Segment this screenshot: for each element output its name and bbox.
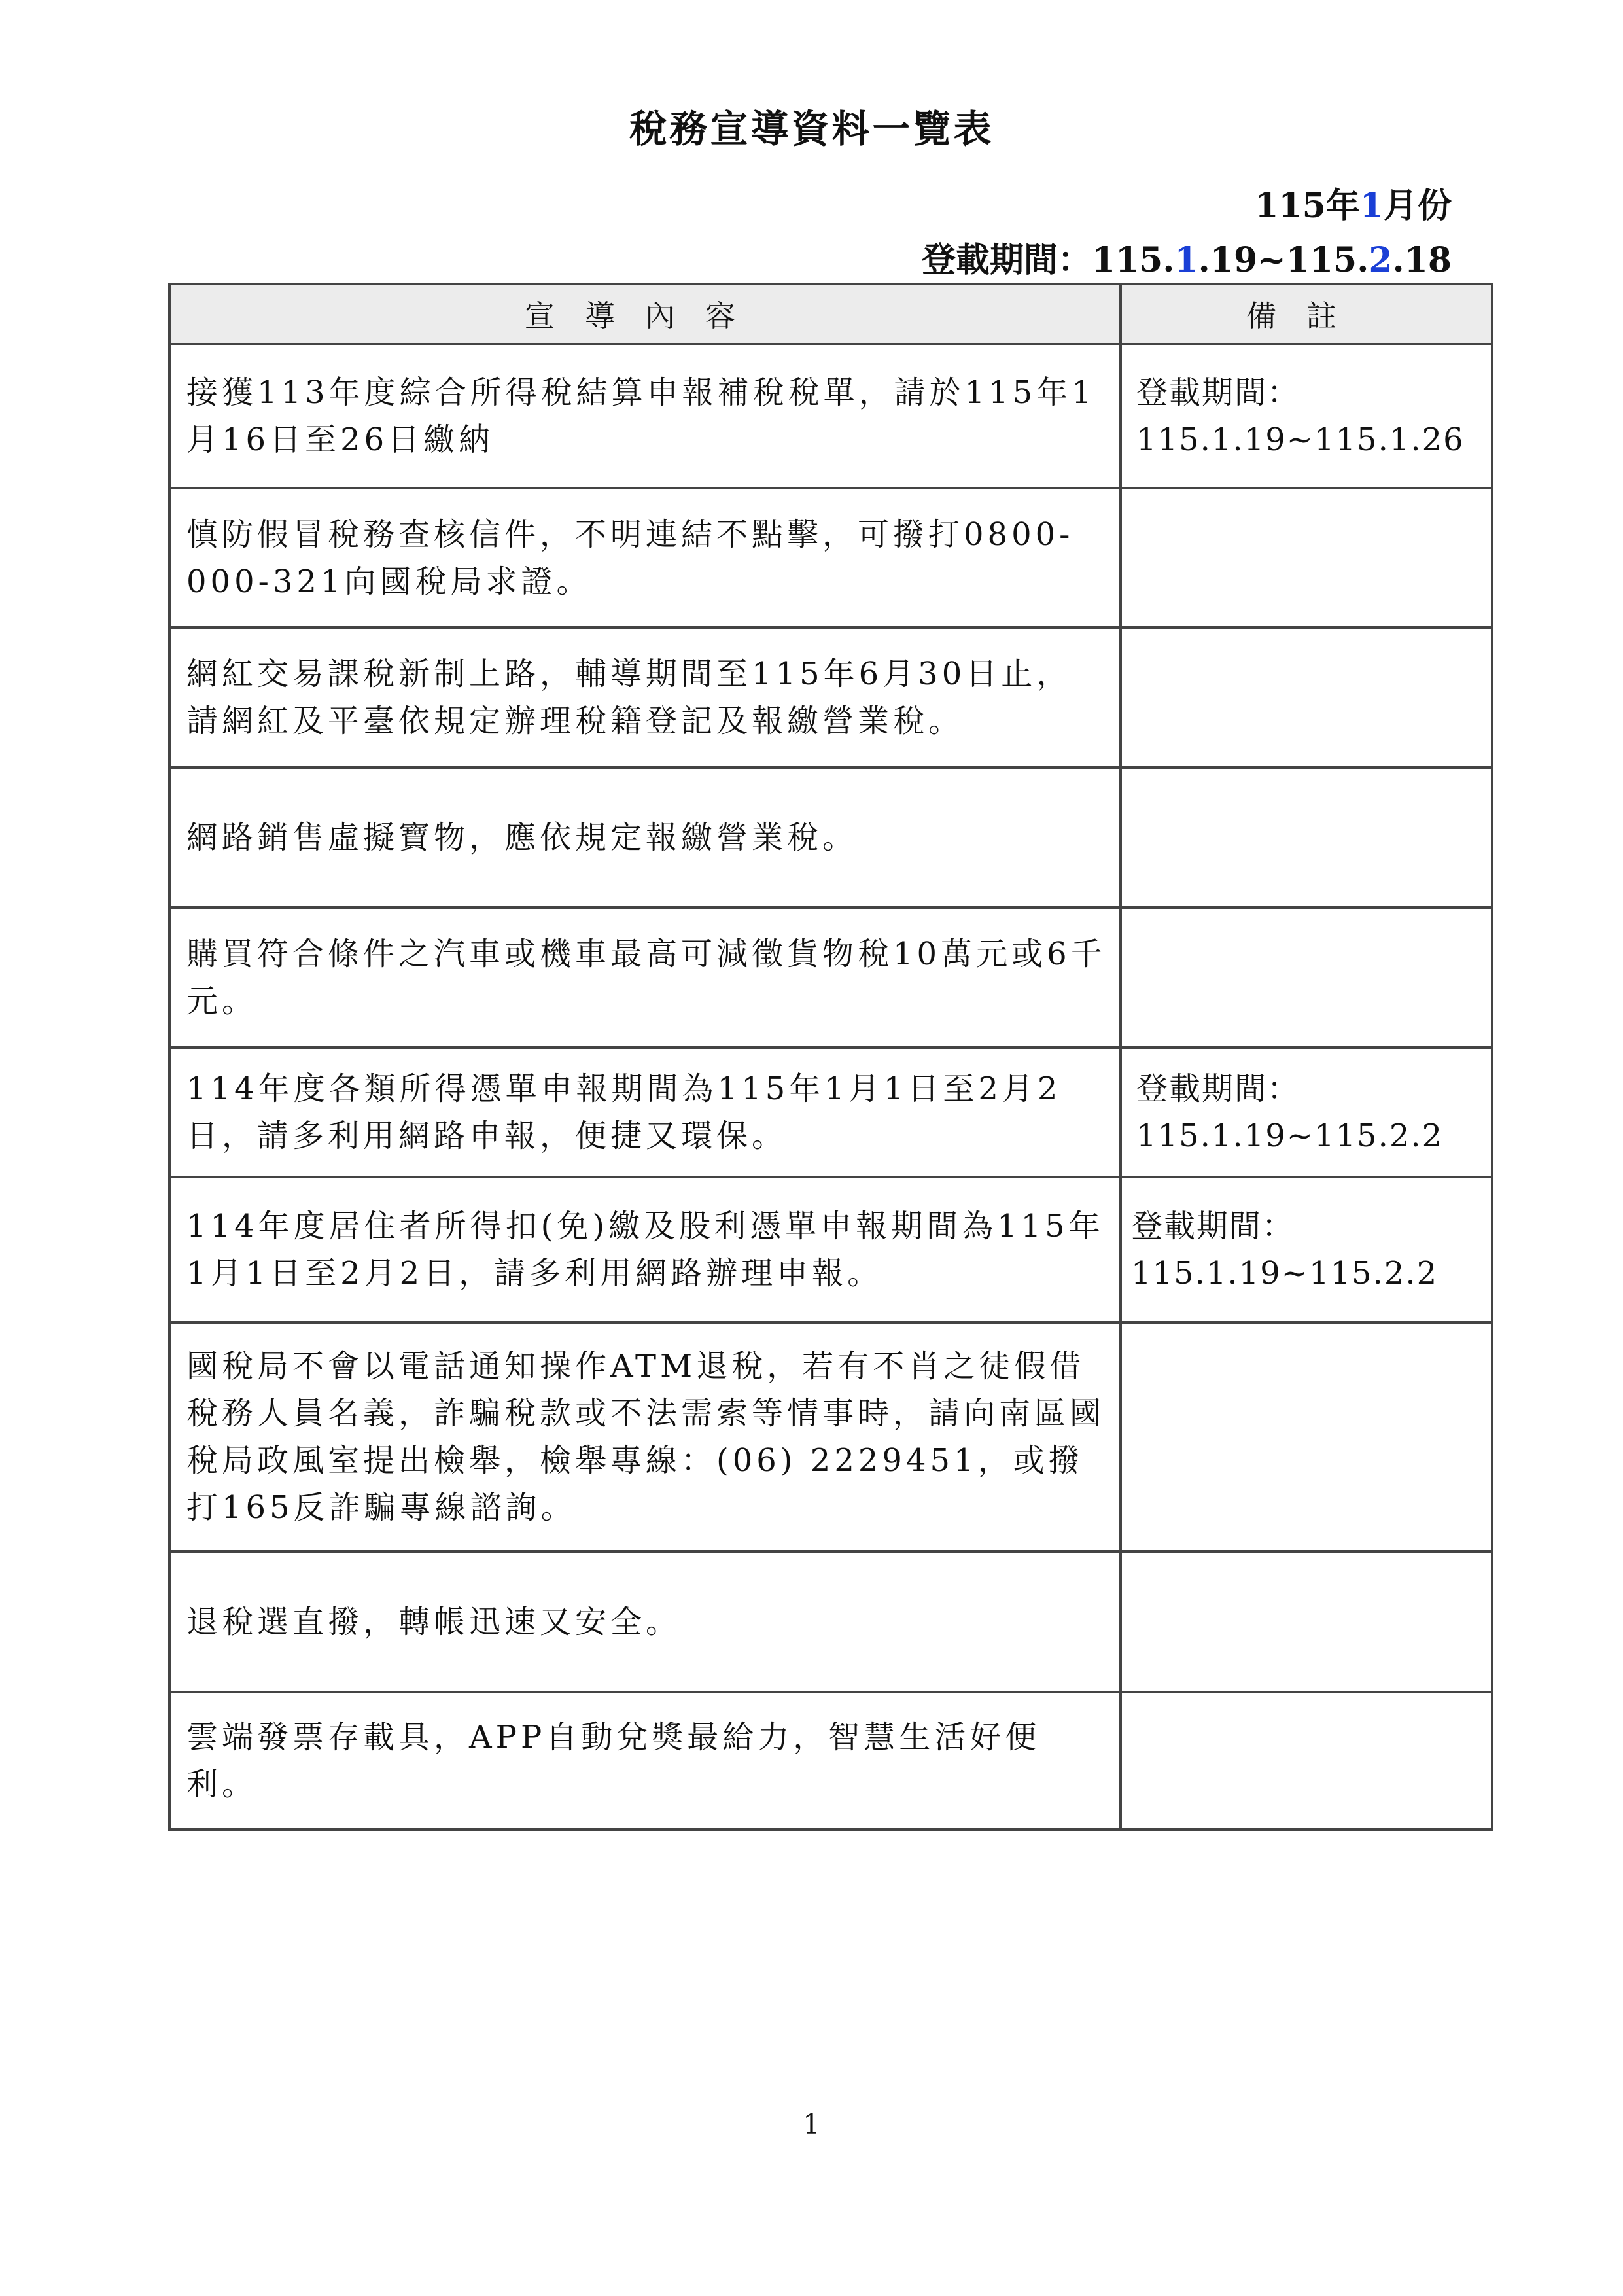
table-row bbox=[169, 908, 1492, 1048]
period-end: .18 bbox=[1392, 240, 1452, 280]
table-row bbox=[169, 1322, 1492, 1551]
header-content: 宣導內容 bbox=[169, 284, 1121, 344]
table-row bbox=[169, 1551, 1492, 1692]
table-row bbox=[169, 488, 1492, 627]
table-row bbox=[169, 344, 1492, 488]
table-row bbox=[169, 768, 1492, 908]
page-number: 1 bbox=[803, 2108, 820, 2140]
row-note bbox=[1121, 1048, 1492, 1177]
month-highlight: 1 bbox=[1359, 186, 1384, 226]
row-content: 國稅局不會以電話通知操作ATM退稅，若有不肖之徒假借稅務人員名義，詐騙稅款或不法需索等情事時，請向南區國稅局政風室提出檢舉，檢舉專線：(06) 2229451，或撥打165反詐騙專線諮詢。 bbox=[169, 1322, 1121, 1551]
header-note: 備註 bbox=[1121, 284, 1492, 344]
table-row bbox=[169, 1692, 1492, 1829]
month-prefix: 115年 bbox=[1255, 186, 1360, 226]
posting-period bbox=[922, 232, 1452, 281]
row-note bbox=[1121, 908, 1492, 1048]
row-content: 接獲113年度綜合所得稅結算申報補稅稅單，請於115年1月16日至26日繳納 bbox=[169, 344, 1121, 488]
row-note bbox=[1121, 488, 1492, 627]
month-suffix: 月份 bbox=[1383, 186, 1452, 226]
table-row bbox=[169, 1177, 1492, 1322]
row-note bbox=[1121, 1692, 1492, 1829]
table-header-row bbox=[169, 284, 1492, 344]
table-row bbox=[169, 1048, 1492, 1177]
row-content: 網紅交易課稅新制上路，輔導期間至115年6月30日止，請網紅及平臺依規定辦理稅籍登記及報繳營業稅。 bbox=[169, 627, 1121, 768]
row-content: 114年度各類所得憑單申報期間為115年1月1日至2月2日，請多利用網路申報，便捷又環保。 bbox=[169, 1048, 1121, 1177]
period-highlight-1: 1 bbox=[1174, 240, 1198, 280]
note-label: 登載期間： bbox=[1136, 374, 1300, 411]
period-middle: .19~115. bbox=[1198, 240, 1369, 280]
note-label: 登載期間： bbox=[1131, 1208, 1295, 1245]
period-label: 登載期間：115. bbox=[921, 240, 1175, 280]
note-value: 115.1.19~115.1.26 bbox=[1136, 421, 1465, 458]
period-highlight-2: 2 bbox=[1369, 240, 1393, 280]
row-content: 雲端發票存載具，APP自動兌獎最給力，智慧生活好便利。 bbox=[169, 1692, 1121, 1829]
table-row bbox=[169, 627, 1492, 768]
report-month bbox=[1255, 178, 1452, 227]
row-content: 購買符合條件之汽車或機車最高可減徵貨物稅10萬元或6千元。 bbox=[169, 908, 1121, 1048]
promotion-table bbox=[168, 283, 1493, 1831]
row-note bbox=[1121, 1322, 1492, 1551]
note-value: 115.1.19~115.2.2 bbox=[1136, 1118, 1444, 1154]
row-note bbox=[1121, 1551, 1492, 1692]
row-note bbox=[1121, 627, 1492, 768]
row-note bbox=[1121, 1177, 1492, 1322]
row-content: 退稅選直撥，轉帳迅速又安全。 bbox=[169, 1551, 1121, 1692]
row-content: 114年度居住者所得扣(免)繳及股利憑單申報期間為115年1月1日至2月2日，請多利用網路辦理申報。 bbox=[169, 1177, 1121, 1322]
row-note bbox=[1121, 344, 1492, 488]
document-title: 稅務宣導資料一覽表 bbox=[629, 107, 994, 151]
row-content: 慎防假冒稅務查核信件，不明連結不點擊，可撥打0800-000-321向國稅局求證。 bbox=[169, 488, 1121, 627]
row-content: 網路銷售虛擬寶物，應依規定報繳營業稅。 bbox=[169, 768, 1121, 908]
row-note bbox=[1121, 768, 1492, 908]
note-label: 登載期間： bbox=[1136, 1070, 1300, 1107]
note-value: 115.1.19~115.2.2 bbox=[1131, 1255, 1439, 1292]
